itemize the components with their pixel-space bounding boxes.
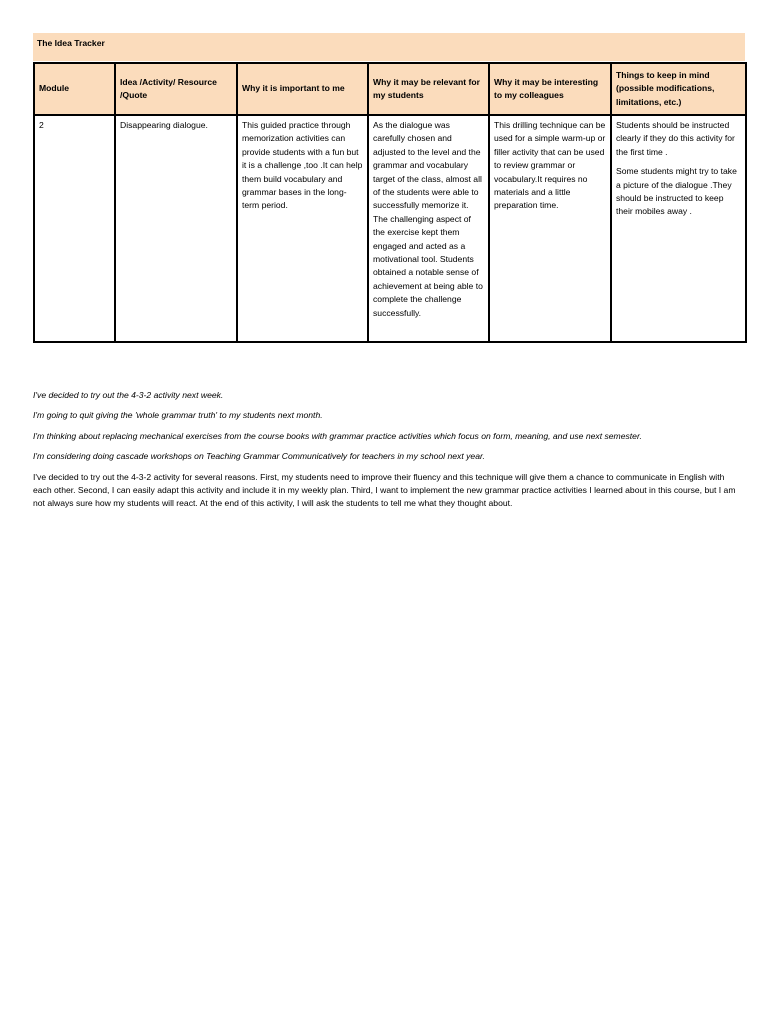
cell-module: 2 (34, 115, 115, 342)
header-keep-in-mind: Things to keep in mind (possible modifications, limitations, etc.) (611, 63, 746, 115)
notes-section (33, 389, 745, 518)
idea-tracker-table (33, 62, 747, 343)
note-line-2: I'm going to quit giving the 'whole grammar truth' to my students next month. (33, 410, 323, 421)
cell-keep-in-mind (611, 115, 746, 342)
keep-in-mind-note-2: Some students might try to take a picture of the dialogue .They should be instructed to keep their mobiles away . (616, 166, 737, 217)
keep-in-mind-note-1: Students should be instructed clearly if they do this activity for the first time . (616, 120, 735, 157)
cell-important: This guided practice through memorization activities can provide students with a fun but it is a challenge ,too .It can help them build vocabulary and grammar bases in the long-term period. (237, 115, 368, 342)
note-line-4: I'm considering doing cascade workshops on Teaching Grammar Communicatively for teachers in my school next year. (33, 451, 485, 462)
note-line-1: I've decided to try out the 4-3-2 activity next week. (33, 390, 224, 400)
header-relevant: Why it may be relevant for my students (368, 63, 489, 115)
cell-idea: Disappearing dialogue. (115, 115, 237, 342)
header-important: Why it is important to me (237, 63, 368, 115)
header-idea: Idea /Activity/ Resource /Quote (115, 63, 237, 115)
cell-interesting: This drilling technique can be used for a simple warm-up or filler activity that can be used to review grammar or vocabulary.It requires no materials and a little preparation time. (489, 115, 611, 342)
note-line-3: I'm thinking about replacing mechanical exercises from the course books with grammar practice activities which focus on form, meaning, and use next semester. (33, 430, 642, 441)
reasons-paragraph: I've decided to try out the 4-3-2 activity for several reasons. First, my students need to improve their fluency and this technique will give them a chance to communicate in English with each other. Second, I can easily adapt this activity and include it in my weekly plan. Third, I want to implement the new grammar practice activities I learned about in this course, but I am not always sure how my students will react. At the end of this activity, I will ask the students to tell me what they thought about. (33, 471, 736, 509)
idea-tracker-title: The Idea Tracker (33, 33, 745, 61)
table-header-row (34, 63, 746, 115)
header-interesting: Why it may be interesting to my colleagues (489, 63, 611, 115)
cell-relevant: As the dialogue was carefully chosen and adjusted to the level and the grammar and vocabulary target of the class, almost all of the students were able to successfully memorize it. The challenging aspect of the exercise kept them engaged and acted as a motivational tool. Students obtained a notable sense of achievement at being able to complete the challenge successfully. (368, 115, 489, 342)
header-module: Module (34, 63, 115, 115)
table-row (34, 115, 746, 342)
